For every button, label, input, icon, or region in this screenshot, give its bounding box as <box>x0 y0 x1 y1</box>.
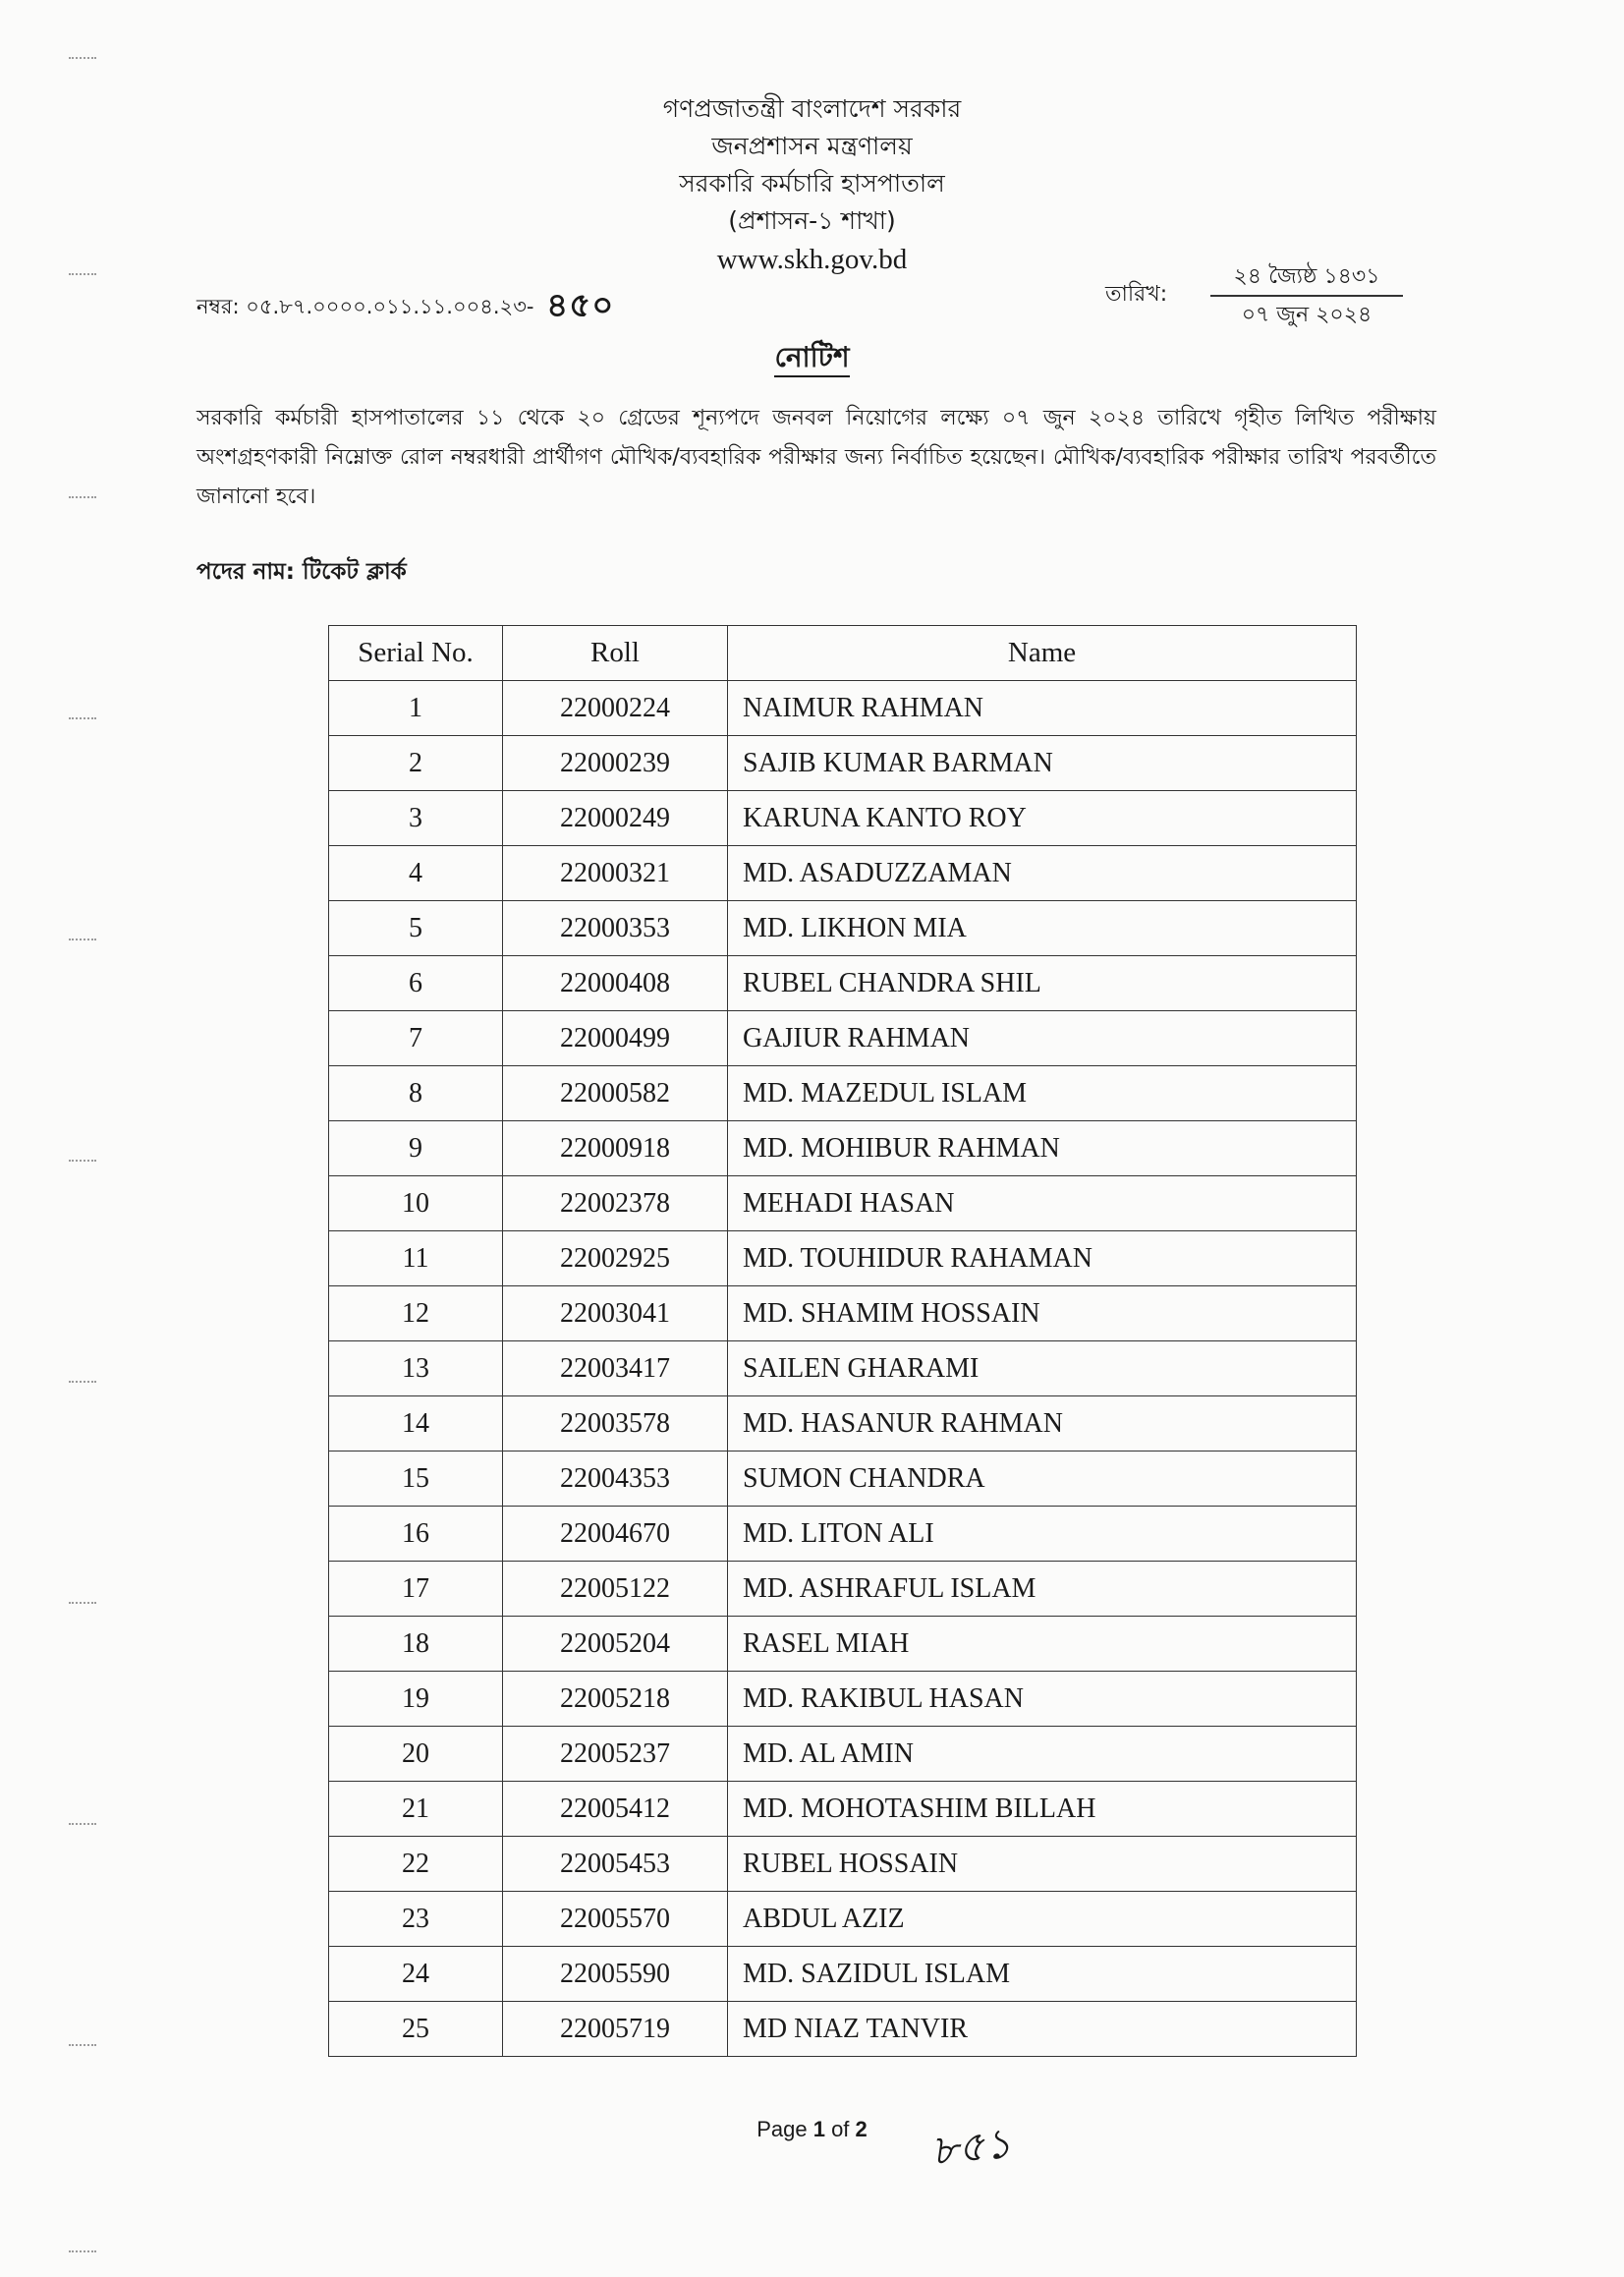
cell-name: MD. LIKHON MIA <box>728 901 1357 956</box>
ministry-name: জনপ্রশাসন মন্ত্রণালয় <box>711 132 913 160</box>
scan-edge-mark <box>69 2044 96 2046</box>
cell-roll: 22004670 <box>503 1507 728 1562</box>
cell-name: KARUNA KANTO ROY <box>728 791 1357 846</box>
cell-name: GAJIUR RAHMAN <box>728 1011 1357 1066</box>
scan-edge-mark <box>69 717 96 719</box>
cell-roll: 22000582 <box>503 1066 728 1121</box>
table-row <box>329 1341 1357 1396</box>
memo-number-value: ০৫.৮৭.০০০০.০১১.১১.০০৪.২৩- <box>246 295 534 318</box>
cell-roll: 22000239 <box>503 736 728 791</box>
cell-roll: 22005590 <box>503 1947 728 2002</box>
date-bangla: ২৪ জ্যৈষ্ঠ ১৪৩১ <box>1210 259 1403 297</box>
table-row <box>329 1837 1357 1892</box>
cell-serial: 19 <box>329 1672 503 1727</box>
cell-roll: 22004353 <box>503 1452 728 1507</box>
cell-roll: 22005218 <box>503 1672 728 1727</box>
table-row <box>329 1286 1357 1341</box>
cell-roll: 22005122 <box>503 1562 728 1617</box>
cell-name: NAIMUR RAHMAN <box>728 681 1357 736</box>
cell-roll: 22005719 <box>503 2002 728 2057</box>
cell-roll: 22005570 <box>503 1892 728 1947</box>
cell-serial: 10 <box>329 1176 503 1231</box>
page-total: 2 <box>855 2117 868 2141</box>
cell-roll: 22003041 <box>503 1286 728 1341</box>
table-row <box>329 901 1357 956</box>
cell-name: SAILEN GHARAMI <box>728 1341 1357 1396</box>
cell-serial: 8 <box>329 1066 503 1121</box>
cell-serial: 6 <box>329 956 503 1011</box>
date-english: ০৭ জুন ২০২৪ <box>1241 303 1372 327</box>
table-row <box>329 846 1357 901</box>
scan-edge-mark <box>69 496 96 498</box>
cell-name: MD. MOHOTASHIM BILLAH <box>728 1782 1357 1837</box>
page-prefix: Page <box>756 2117 813 2141</box>
cell-name: MD NIAZ TANVIR <box>728 2002 1357 2057</box>
cell-name: MD. SAZIDUL ISLAM <box>728 1947 1357 2002</box>
date-block <box>1210 259 1403 334</box>
table-row <box>329 1011 1357 1066</box>
cell-roll: 22005453 <box>503 1837 728 1892</box>
scan-edge-mark <box>69 1602 96 1604</box>
table-row <box>329 1452 1357 1507</box>
cell-serial: 11 <box>329 1231 503 1286</box>
cell-roll: 22005204 <box>503 1617 728 1672</box>
cell-serial: 22 <box>329 1837 503 1892</box>
cell-serial: 13 <box>329 1341 503 1396</box>
table-row <box>329 681 1357 736</box>
notice-title <box>0 338 1624 377</box>
cell-name: RASEL MIAH <box>728 1617 1357 1672</box>
cell-roll: 22002925 <box>503 1231 728 1286</box>
cell-name: MD. MAZEDUL ISLAM <box>728 1066 1357 1121</box>
cell-roll: 22000918 <box>503 1121 728 1176</box>
cell-serial: 24 <box>329 1947 503 2002</box>
cell-serial: 17 <box>329 1562 503 1617</box>
table-row <box>329 1066 1357 1121</box>
table-row <box>329 1562 1357 1617</box>
table-row <box>329 791 1357 846</box>
cell-name: MD. LITON ALI <box>728 1507 1357 1562</box>
scan-edge-mark <box>69 57 96 59</box>
table-row <box>329 1121 1357 1176</box>
cell-name: MD. AL AMIN <box>728 1727 1357 1782</box>
cell-serial: 7 <box>329 1011 503 1066</box>
table-row <box>329 736 1357 791</box>
cell-roll: 22000249 <box>503 791 728 846</box>
cell-name: MD. SHAMIM HOSSAIN <box>728 1286 1357 1341</box>
table-row <box>329 1782 1357 1837</box>
table-row <box>329 1892 1357 1947</box>
cell-roll: 22002378 <box>503 1176 728 1231</box>
cell-roll: 22000353 <box>503 901 728 956</box>
cell-roll: 22003417 <box>503 1341 728 1396</box>
cell-name: MD. ASADUZZAMAN <box>728 846 1357 901</box>
date-label: তারিখ: <box>1105 282 1168 307</box>
table-row <box>329 1176 1357 1231</box>
memo-label: নম্বর: <box>196 295 240 318</box>
selected-candidates-table <box>328 625 1357 2057</box>
cell-name: RUBEL CHANDRA SHIL <box>728 956 1357 1011</box>
post-name: পদের নাম: টিকেট ক্লার্ক <box>196 559 407 585</box>
table-row <box>329 2002 1357 2057</box>
header-serial: Serial No. <box>329 626 503 681</box>
cell-roll: 22000499 <box>503 1011 728 1066</box>
table-row <box>329 1947 1357 2002</box>
handwritten-page-number: ৮৫১ <box>928 2118 1014 2176</box>
website-url: www.skh.gov.bd <box>716 244 908 275</box>
table-row <box>329 1507 1357 1562</box>
cell-name: MD. MOHIBUR RAHMAN <box>728 1121 1357 1176</box>
cell-name: MD. TOUHIDUR RAHAMAN <box>728 1231 1357 1286</box>
scan-edge-mark <box>69 1160 96 1162</box>
scan-edge-mark <box>69 939 96 940</box>
cell-serial: 3 <box>329 791 503 846</box>
cell-name: ABDUL AZIZ <box>728 1892 1357 1947</box>
page-current: 1 <box>812 2117 825 2141</box>
letterhead <box>0 90 1624 279</box>
cell-serial: 12 <box>329 1286 503 1341</box>
scan-edge-mark <box>69 1823 96 1825</box>
cell-name: MD. ASHRAFUL ISLAM <box>728 1562 1357 1617</box>
branch-name: (প্রশাসন-১ শাখা) <box>728 206 896 235</box>
cell-name: MD. HASANUR RAHMAN <box>728 1396 1357 1452</box>
cell-roll: 22003578 <box>503 1396 728 1452</box>
table-body <box>329 681 1357 2057</box>
cell-serial: 18 <box>329 1617 503 1672</box>
cell-serial: 15 <box>329 1452 503 1507</box>
cell-roll: 22000224 <box>503 681 728 736</box>
cell-serial: 16 <box>329 1507 503 1562</box>
table-header-row <box>329 626 1357 681</box>
cell-serial: 21 <box>329 1782 503 1837</box>
cell-serial: 23 <box>329 1892 503 1947</box>
cell-serial: 2 <box>329 736 503 791</box>
table-row <box>329 956 1357 1011</box>
cell-serial: 9 <box>329 1121 503 1176</box>
header-name: Name <box>728 626 1357 681</box>
cell-name: SAJIB KUMAR BARMAN <box>728 736 1357 791</box>
cell-name: SUMON CHANDRA <box>728 1452 1357 1507</box>
scan-edge-mark <box>69 2250 96 2252</box>
cell-roll: 22005412 <box>503 1782 728 1837</box>
table-row <box>329 1672 1357 1727</box>
cell-serial: 4 <box>329 846 503 901</box>
handwritten-memo-suffix: ৪৫০ <box>546 286 615 325</box>
table-row <box>329 1727 1357 1782</box>
cell-roll: 22005237 <box>503 1727 728 1782</box>
government-name: গণপ্রজাতন্ত্রী বাংলাদেশ সরকার <box>662 94 962 123</box>
page-separator: of <box>824 2117 856 2141</box>
table-row <box>329 1617 1357 1672</box>
hospital-name: সরকারি কর্মচারি হাসপাতাল <box>679 169 945 198</box>
table-row <box>329 1231 1357 1286</box>
page-footer <box>0 2117 1624 2142</box>
cell-serial: 1 <box>329 681 503 736</box>
cell-serial: 20 <box>329 1727 503 1782</box>
cell-name: RUBEL HOSSAIN <box>728 1837 1357 1892</box>
notice-body: সরকারি কর্মচারী হাসপাতালের ১১ থেকে ২০ গ্রেডের শূন্যপদে জনবল নিয়োগের লক্ষ্যে ০৭ জুন ২০২৪ তারিখে গৃহীত লিখিত পরীক্ষায় অংশগ্রহণকারী নিম্নোক্ত রোল নম্বরধারী প্রার্থীগণ মৌখিক/ব্যবহারিক পরীক্ষার জন্য নির্বাচিত হয়েছেন। মৌখিক/ব্যবহারিক পরীক্ষার তারিখ পরবর্তীতে জানানো হবে। <box>196 406 1436 509</box>
cell-serial: 5 <box>329 901 503 956</box>
cell-name: MD. RAKIBUL HASAN <box>728 1672 1357 1727</box>
cell-roll: 22000321 <box>503 846 728 901</box>
table-row <box>329 1396 1357 1452</box>
cell-name: MEHADI HASAN <box>728 1176 1357 1231</box>
notice-title-text: নোটিশ <box>774 341 849 377</box>
scan-edge-mark <box>69 1381 96 1383</box>
header-roll: Roll <box>503 626 728 681</box>
memo-number <box>196 277 614 333</box>
cell-roll: 22000408 <box>503 956 728 1011</box>
cell-serial: 14 <box>329 1396 503 1452</box>
cell-serial: 25 <box>329 2002 503 2057</box>
